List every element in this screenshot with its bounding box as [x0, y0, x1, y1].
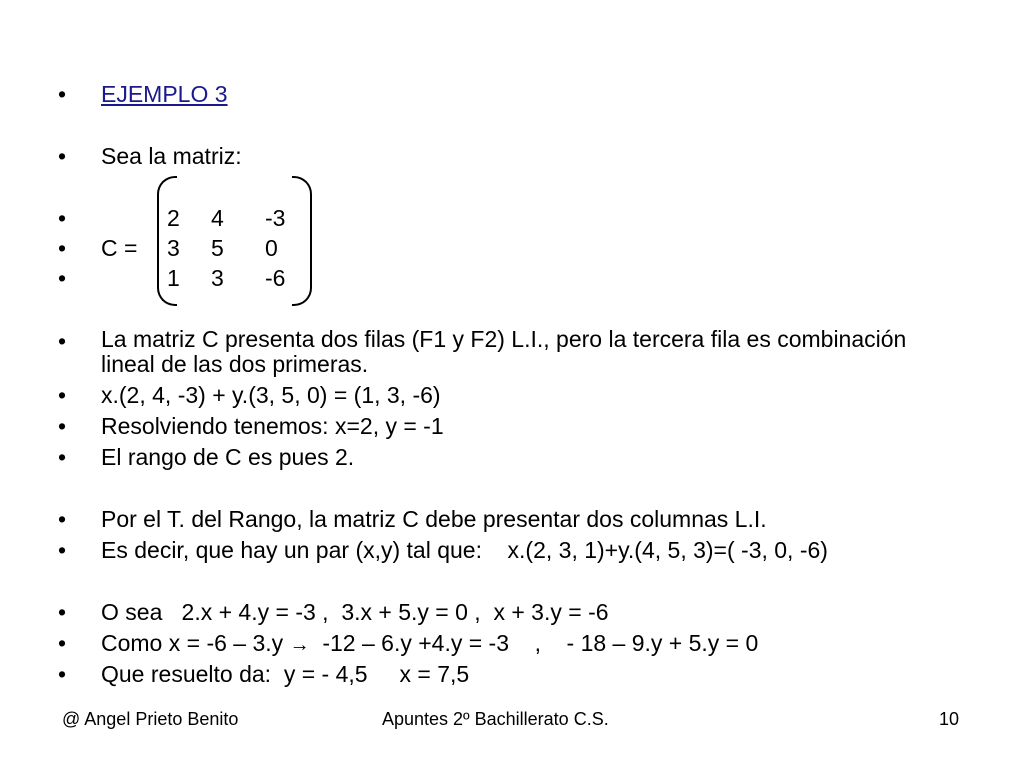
bullet: • [58, 265, 67, 291]
como-line [101, 629, 758, 659]
matrix-cell: 3 [167, 235, 180, 261]
bullet: • [58, 205, 67, 231]
combination-equation: x.(2, 4, -3) + y.(3, 5, 0) = (1, 3, -6) [101, 382, 441, 408]
matrix-cell: 3 [211, 265, 224, 291]
matrix-cell: -6 [265, 265, 286, 291]
bullet: • [58, 444, 67, 470]
bullet: • [58, 630, 67, 656]
arrow-right-icon: → [289, 634, 310, 656]
matrix-bracket-right [292, 176, 312, 306]
matrix-cell: 4 [211, 205, 224, 231]
bullet: • [58, 235, 67, 261]
bullet: • [58, 661, 67, 687]
bullet: • [58, 328, 67, 354]
intro-text: Sea la matriz: [101, 143, 242, 169]
bullet: • [58, 143, 67, 169]
matrix-label: C = [101, 235, 138, 261]
theorem-line: Por el T. del Rango, la matriz C debe presentar dos columnas L.I. [101, 506, 767, 532]
bullet: • [58, 506, 67, 532]
footer-page-number: 10 [939, 709, 960, 729]
footer-author: @ Angel Prieto Benito [62, 709, 239, 729]
bullet: • [58, 537, 67, 563]
li-description: La matriz C presenta dos filas (F1 y F2) L.I., pero la tercera fila es combinación lineal de las dos primeras. [101, 326, 907, 377]
footer-course: Apuntes 2º Bachillerato C.S. [382, 709, 609, 729]
bullet: • [58, 81, 67, 107]
bullet: • [58, 382, 67, 408]
matrix-cell: 2 [167, 205, 180, 231]
es-decir-line: Es decir, que hay un par (x,y) tal que: x.(2, 3, 1)+y.(4, 5, 3)=( -3, 0, -6) [101, 537, 828, 563]
matrix-cell: 5 [211, 235, 224, 261]
result-line: Que resuelto da: y = - 4,5 x = 7,5 [101, 661, 470, 687]
o-sea-line: O sea 2.x + 4.y = -3 , 3.x + 5.y = 0 , x + 3.y = -6 [101, 599, 609, 625]
como-text-a: Como x = -6 – 3.y [101, 630, 284, 656]
bullet: • [58, 413, 67, 439]
bullet: • [58, 599, 67, 625]
slide-title: EJEMPLO 3 [101, 81, 228, 107]
rank-line: El rango de C es pues 2. [101, 444, 355, 470]
matrix-cell: 0 [265, 235, 278, 261]
resolve-line: Resolviendo tenemos: x=2, y = -1 [101, 413, 444, 439]
como-text-b: -12 – 6.y +4.y = -3 , - 18 – 9.y + 5.y = 0 [309, 630, 759, 656]
matrix-bracket-left [157, 176, 177, 306]
matrix-cell: -3 [265, 205, 286, 231]
matrix-cell: 1 [167, 265, 180, 291]
